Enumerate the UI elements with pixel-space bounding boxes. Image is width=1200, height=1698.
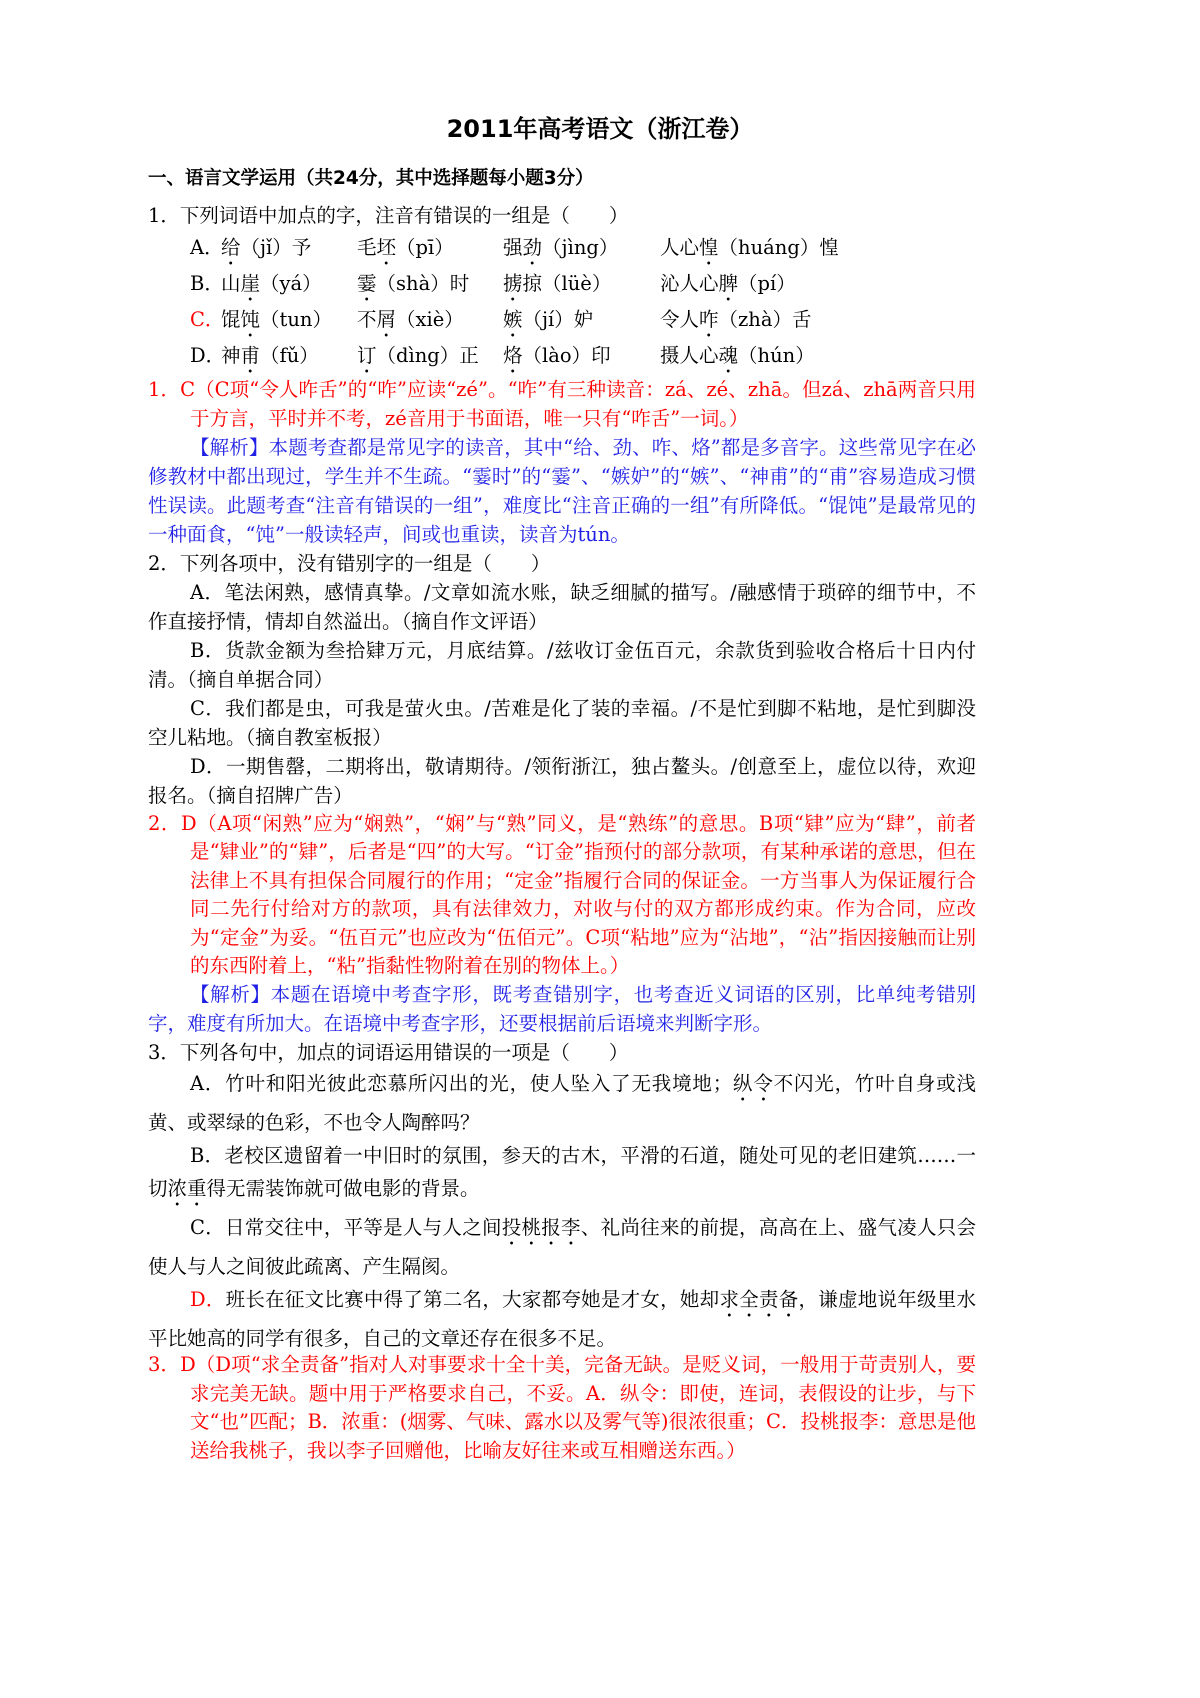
option-term (357, 230, 454, 270)
option-letter (190, 302, 224, 338)
option-term (221, 230, 311, 270)
question-2-option-a: A．笔法闲熟，感情真挚。/文章如流水账，缺乏细腻的描写。/融感情于琐碎的细节中，不作直接抒情，情却自然溢出。（摘自作文评语） (148, 581, 976, 633)
answer-option-letter: D． (190, 1288, 226, 1312)
question-2-stem: 2．下列各项中，没有错别字的一组是（ ） (148, 552, 551, 575)
option-term (357, 338, 479, 378)
option-row-a (148, 230, 976, 266)
text-run: （lào）印 (522, 344, 611, 367)
option-term (503, 266, 611, 306)
question-1-stem: 1．下列词语中加点的字，注音有错误的一组是（ ） (148, 204, 629, 227)
text-run: （hún） (738, 344, 815, 367)
text-run: ，谦虚地说年级里水平比她高的同学有很多，自己的文章还存在很多不足。 (148, 1288, 976, 1351)
text-run: （jìng） (542, 236, 619, 259)
text-run: 班长在征文比赛中得了第二名，大家都夸她是才女，她却 (225, 1288, 720, 1312)
emphasized-text: 坯 (376, 236, 397, 259)
option-letter (190, 230, 224, 266)
emphasized-text: 霎 (357, 272, 377, 295)
emphasized-text: 惶 (699, 236, 719, 259)
text-run: （tun） (260, 308, 332, 331)
text-run: 毛 (357, 236, 377, 259)
emphasized-text: 纵令 (732, 1072, 774, 1096)
emphasized-text: 劲 (522, 236, 543, 259)
text-run: 强 (503, 236, 523, 259)
option-row-b (148, 266, 976, 302)
text-run: A．竹叶和阳光彼此恋慕所闪出的光，使人坠入了无我境地； (190, 1072, 733, 1096)
emphasized-text: 订 (357, 344, 377, 367)
emphasized-text: 魂 (718, 344, 739, 367)
emphasized-text: 甫 (240, 344, 261, 367)
option-term (660, 266, 796, 306)
text-run: 掠（lüè） (522, 272, 612, 295)
option-term (660, 230, 839, 270)
option-term (503, 338, 611, 378)
text-run: 令人 (660, 308, 700, 331)
question-2-answer: 2．D（A项“闲熟”应为“娴熟”，“娴”与“熟”同义，是“熟练”的意思。B项“肄”应为“肆”，前者是“肄业”的“肄”，后者是“四”的大写。“订金”指预付的部分款项，有某种承诺的意思，但在法律上不具有担保合同履行的作用；“定金”指履行合同的保证金。一方当事人为保证履行合同二先行付给对方的款项，具有法律效力，对收与付的双方都形成约束。作为合同，应改为“定金”为妥。“伍百元”也应改为“伍佰元”。C项“粘地”应为“沾地”，“沾”指因接触而让别的东西附着上，“粘”指黏性物附着在别的物体上。） (148, 812, 976, 978)
text-run: D． (190, 344, 226, 367)
text-run: 沁人心 (660, 272, 719, 295)
option-letter (190, 266, 224, 302)
question-1-analysis: 【解析】本题考查都是常见字的读音，其中“给、劲、咋、烙”都是多音字。这些常见字在必修教材中都出现过，学生并不生疏。“霎时”的“霎”、“嫉妒”的“嫉”、“神甫”的“甫”容易造成习惯性误读。此题考查“注音有错误的一组”，难度比“注音正确的一组”有所降低。“馄饨”是最常见的一种面食，“饨”一般读轻声，间或也重读，读音为tún。 (148, 436, 976, 546)
option-term (221, 266, 322, 306)
option-term (221, 338, 319, 378)
question-1-answer: 1．C（C项“令人咋舌”的“咋”应读“zé”。“咋”有三种读音：zá、zé、zhā。但zá、zhā两音只用于方言，平时并不考，zé音用于书面语，唯一只有“咋舌”一词。） (148, 378, 976, 430)
emphasized-text: 掳 (503, 272, 523, 295)
option-term (357, 266, 469, 306)
text-run: 、礼尚往来的前提，高高在上、盛气凌人只会使人与人之间彼此疏离、产生隔阂。 (148, 1216, 976, 1279)
option-term (503, 230, 618, 270)
emphasized-text: 咋 (699, 308, 719, 331)
text-run: 不 (357, 308, 377, 331)
emphasized-text: 屑 (376, 308, 397, 331)
emphasized-text: 投桃报李 (501, 1216, 581, 1240)
question-2-option-d: D．一期售罄，二期将出，敬请期待。/领衔浙江，独占鳌头。/创意至上，虚位以待，欢迎报名。（摘自招牌广告） (148, 755, 976, 807)
question-2-option-c: C．我们都是虫，可我是萤火虫。/苦难是化了装的幸福。/不是忙到脚不粘地，是忙到脚没空儿粘地。（摘自教室板报） (148, 697, 976, 749)
text-run: 馄 (221, 308, 241, 331)
option-term (660, 302, 812, 342)
text-run: 得无需装饰就可做电影的背景。 (206, 1177, 480, 1201)
emphasized-text: 烙 (503, 344, 523, 367)
text-run: （xiè） (396, 308, 464, 331)
text-run: （shà）时 (376, 272, 470, 295)
text-run: （yá） (260, 272, 322, 295)
question-2-analysis: 【解析】本题在语境中考查字形，既考查错别字，也考查近义词语的区别，比单纯考错别字，难度有所加大。在语境中考查字形，还要根据前后语境来判断字形。 (148, 983, 976, 1036)
emphasized-text: 饨 (240, 308, 261, 331)
question-3-stem: 3．下列各句中，加点的词语运用错误的一项是（ ） (148, 1041, 629, 1065)
question-2-option-b: B．货款金额为叁拾肄万元，月底结算。/兹收订金伍百元，余款货到验收合格后十日内付清。（摘自单据合同） (148, 639, 976, 691)
text-run: （jí）妒 (522, 308, 594, 331)
emphasized-text: 崖 (240, 272, 261, 295)
option-term (357, 302, 464, 342)
emphasized-text: 求全责备 (719, 1288, 799, 1312)
option-term (221, 302, 332, 342)
text-run: （zhà）舌 (718, 308, 812, 331)
emphasized-text: 嫉 (503, 308, 523, 331)
emphasized-text: 浓重 (167, 1177, 207, 1201)
text-run: （huáng）惶 (718, 236, 839, 259)
text-run: （fǔ） (260, 344, 319, 367)
text-run: （jǐ）予 (240, 236, 312, 259)
option-letter (190, 338, 225, 374)
emphasized-text: 脾 (718, 272, 739, 295)
question-3-answer: 3．D（D项“求全责备”指对人对事要求十全十美，完备无缺。是贬义词，一般用于苛责别人，要求完美无缺。题中用于严格要求自己，不妥。A．纵令：即使，连词，表假设的让步，与下文“也”匹配；B．浓重：(烟雾、气味、露水以及雾气等)很浓很重；C．投桃报李：意思是他送给我桃子，我以李子回赠他，比喻友好往来或互相赠送东西。） (148, 1353, 976, 1462)
option-row-c (148, 302, 976, 338)
text-run: 山 (221, 272, 241, 295)
emphasized-text: 给 (221, 236, 241, 259)
question-3-option-c (148, 1211, 976, 1283)
question-3-option-b (148, 1139, 976, 1211)
text-run: 神 (221, 344, 241, 367)
text-run: B．老校区遗留着一中旧时的氛围，参天的古木，平滑的石道，随处可见的老旧建筑……一切 (148, 1144, 976, 1201)
question-3-option-d (148, 1283, 976, 1355)
question-1-options (148, 230, 976, 374)
option-term (503, 302, 593, 342)
question-3-option-a (148, 1067, 976, 1139)
section-heading: 一、语言文学运用（共24分，其中选择题每小题3分） (148, 168, 594, 189)
document-body (148, 164, 976, 1465)
option-row-d (148, 338, 976, 374)
text-run: 摄人心 (660, 344, 719, 367)
text-run: 人心 (660, 236, 700, 259)
text-run: C．日常交往中，平等是人与人之间 (190, 1216, 502, 1240)
text-run: （pī） (396, 236, 454, 259)
text-run: （dìng）正 (376, 344, 479, 367)
text-run: 不闪光，竹叶自身或浅黄、或翠绿的色彩，不也令人陶醉吗？ (148, 1072, 976, 1135)
text-run: （pí） (738, 272, 796, 295)
option-term (660, 338, 815, 378)
page-title: 2011年高考语文（浙江卷） (446, 115, 754, 143)
text-run: A． (190, 236, 224, 259)
text-run: B． (190, 272, 224, 295)
answer-option-letter: C． (190, 308, 225, 331)
